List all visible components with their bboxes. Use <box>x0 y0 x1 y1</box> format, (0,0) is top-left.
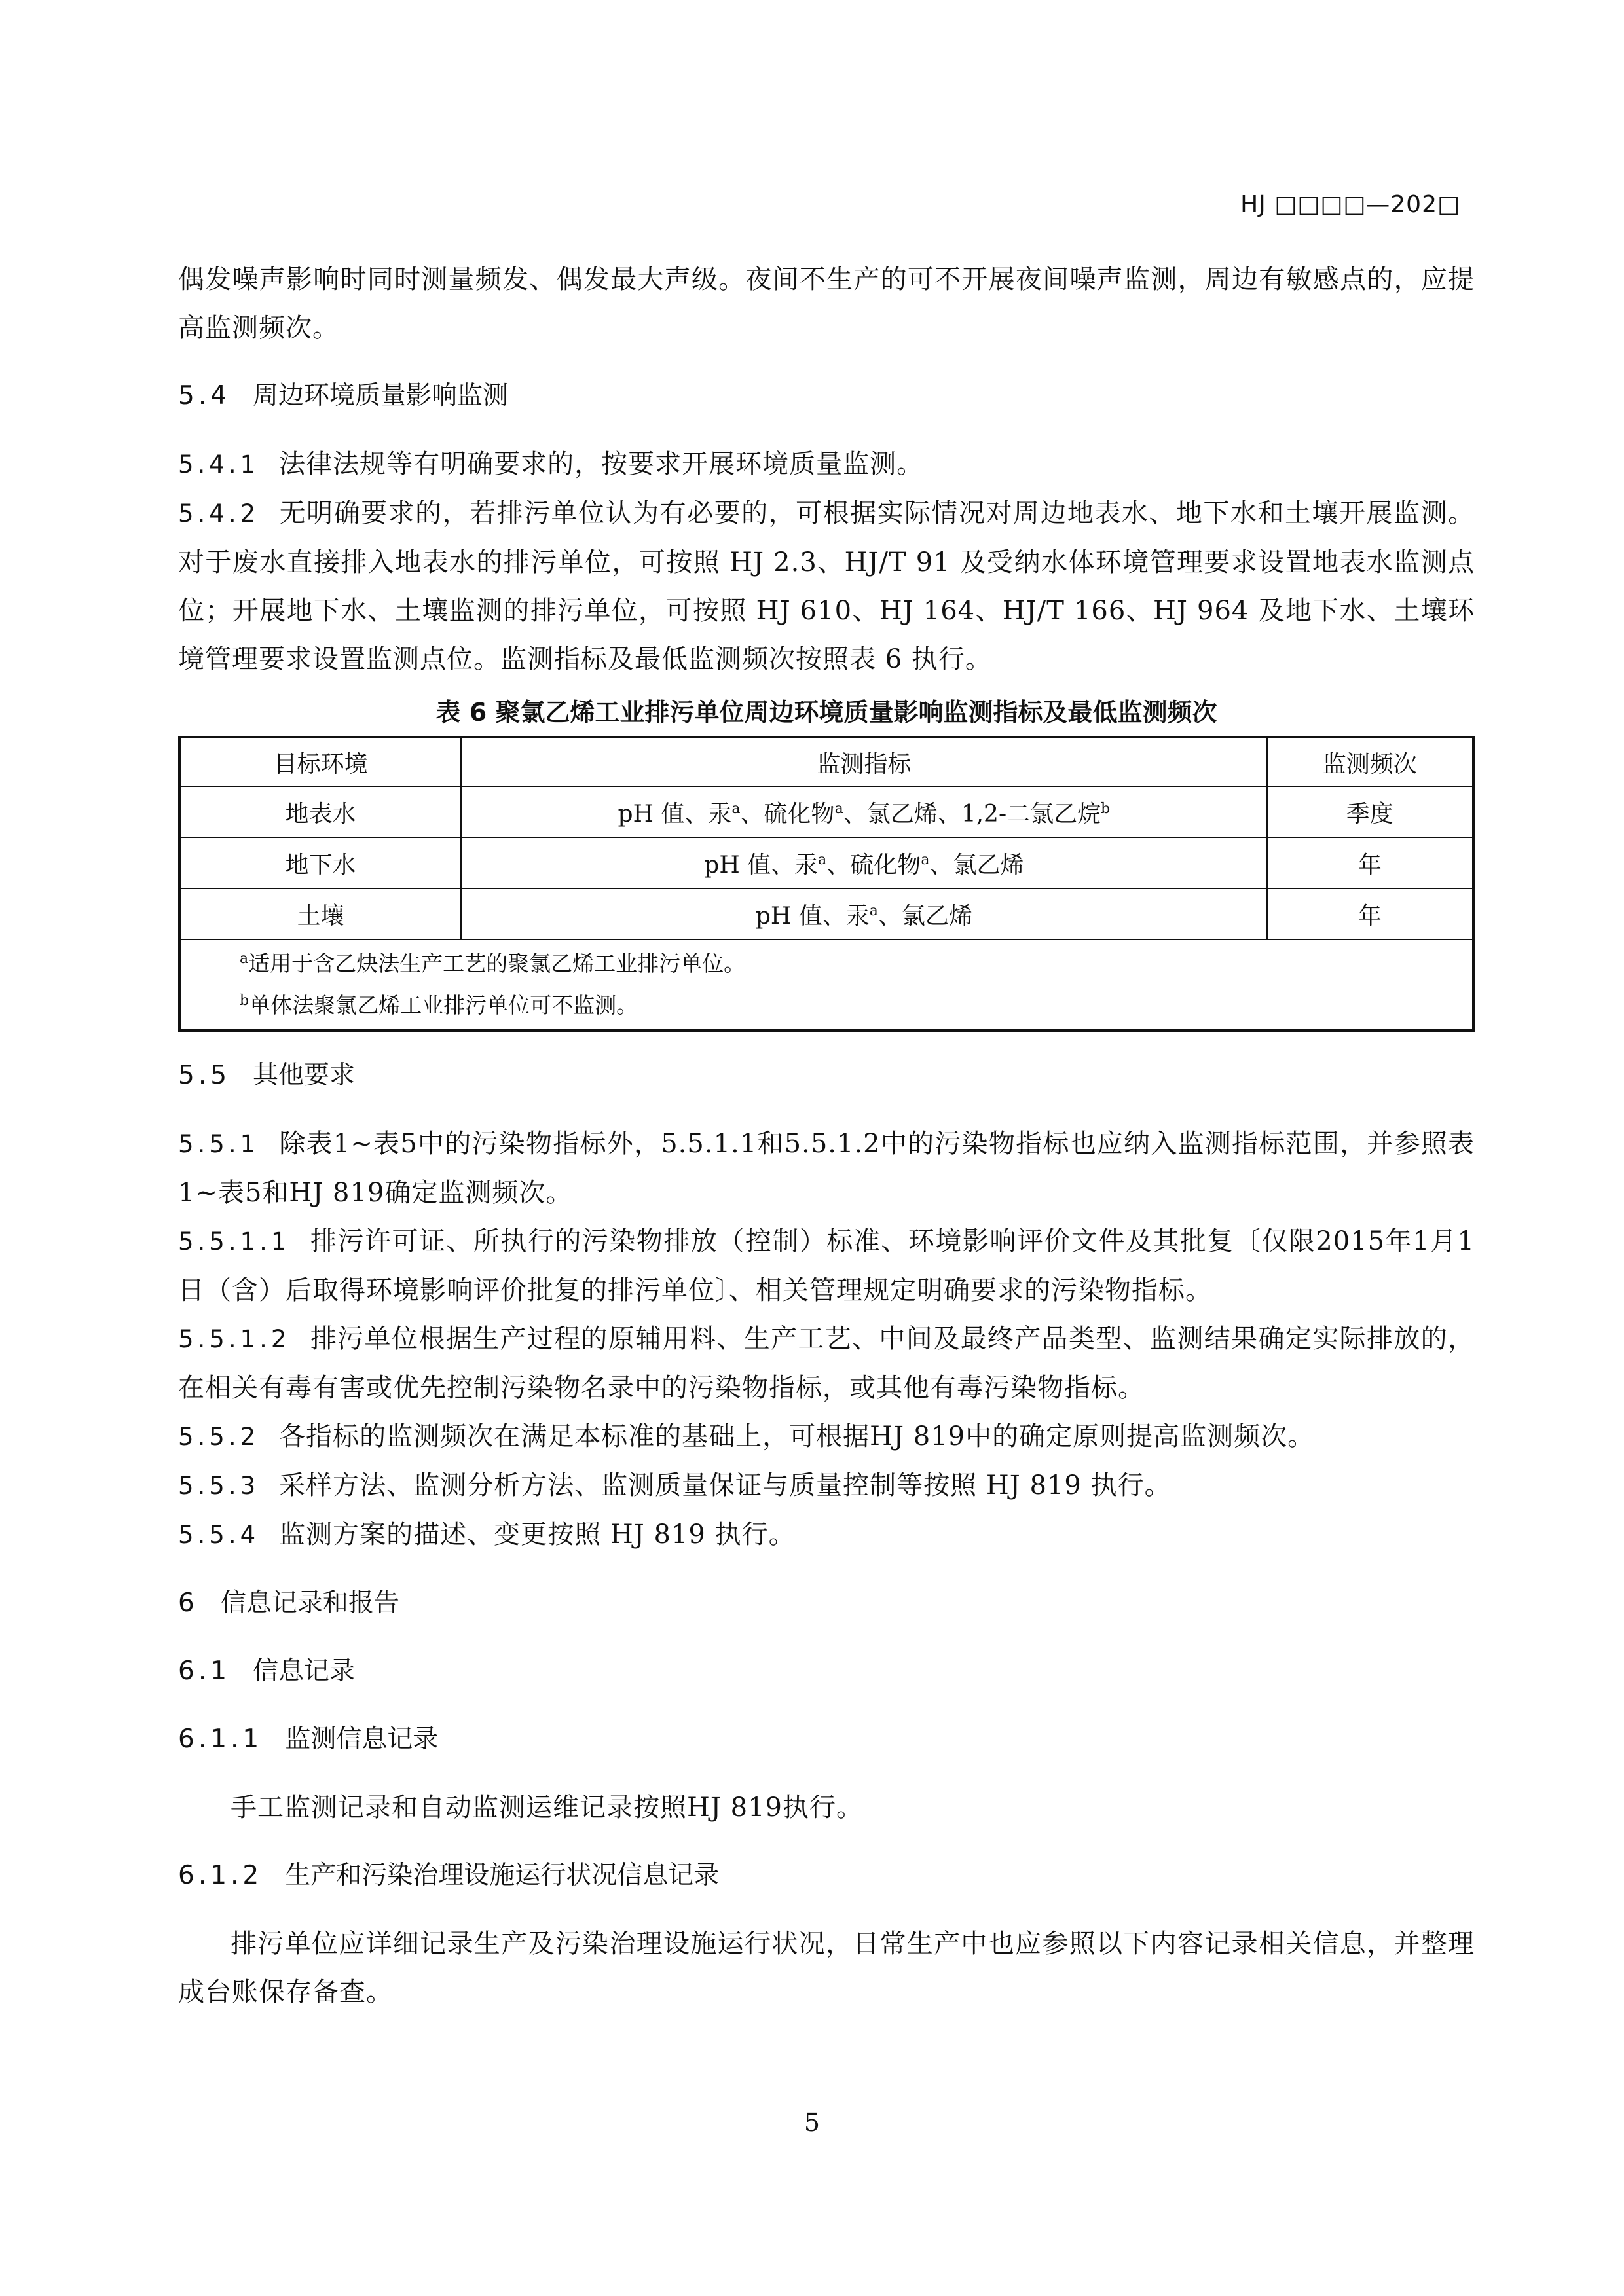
indicator-text: pH 值、汞 <box>618 800 732 828</box>
table-notes <box>179 939 1473 1030</box>
clause-5-5-3 <box>178 1461 1475 1510</box>
clause-5-5-2 <box>178 1412 1475 1461</box>
table-notes-row <box>179 939 1473 1030</box>
heading-6-1-1 <box>178 1715 1475 1764</box>
heading-number: 5.4 <box>178 381 231 410</box>
heading-number: 6.1.2 <box>178 1861 263 1890</box>
clause-text: 法律法规等有明确要求的，按要求开展环境质量监测。 <box>279 449 924 479</box>
cell-indicators <box>461 837 1266 888</box>
heading-text: 生产和污染治理设施运行状况信息记录 <box>285 1861 720 1890</box>
clause-number: 5.5.3 <box>178 1472 260 1500</box>
table-row <box>179 786 1473 837</box>
clause-text: 无明确要求的，若排污单位认为有必要的，可根据实际情况对周边地表水、地下水和土壤开展监测。对于废水直接排入地表水的排污单位，可按照 HJ 2.3、HJ/T 91 及受纳水体环境管理要求设置地表水监测点位；开展地下水、土壤监测的排污单位，可按照 HJ 610、HJ 164、HJ/T 166、HJ 964 及地下水、土壤环境管理要求设置监测点位。监测指标及最低监测频次按照表 6 执行。 <box>178 498 1475 674</box>
clause-text: 各指标的监测频次在满足本标准的基础上，可根据HJ 819中的确定原则提高监测频次。 <box>279 1421 1315 1451</box>
clause-text: 排污单位根据生产过程的原辅用料、生产工艺、中间及最终产品类型、监测结果确定实际排放的，在相关有毒有害或优先控制污染物名录中的污染物指标，或其他有毒污染物指标。 <box>178 1324 1475 1403</box>
clause-number: 5.5.1 <box>178 1130 260 1158</box>
clause-5-4-2 <box>178 489 1475 683</box>
heading-6-1 <box>178 1647 1475 1696</box>
cell-env: 土壤 <box>179 888 461 939</box>
footnote-mark: b <box>240 993 249 1009</box>
clause-5-4-1 <box>178 440 1475 489</box>
paragraph-6-1-1: 手工监测记录和自动监测运维记录按照HJ 819执行。 <box>231 1793 863 1823</box>
note-text: 适用于含乙炔法生产工艺的聚氯乙烯工业排污单位。 <box>248 951 746 976</box>
page-content <box>178 255 1475 2016</box>
table-note <box>240 943 1413 985</box>
clause-5-5-1-1 <box>178 1217 1475 1315</box>
clause-5-5-1-2 <box>178 1315 1475 1412</box>
table-row <box>179 837 1473 888</box>
cell-frequency: 年 <box>1267 837 1473 888</box>
cell-env: 地下水 <box>179 837 461 888</box>
clause-number: 5.5.1.2 <box>178 1325 291 1353</box>
clause-number: 5.4.1 <box>178 450 260 479</box>
heading-number: 6.1.1 <box>178 1724 263 1754</box>
heading-text: 信息记录 <box>253 1656 356 1686</box>
clause-number: 5.5.1.1 <box>178 1228 291 1256</box>
table-6 <box>178 736 1475 1032</box>
clause-text: 除表1~表5中的污染物指标外，5.5.1.1和5.5.1.2中的污染物指标也应纳入监测指标范围，并参照表1~表5和HJ 819确定监测频次。 <box>178 1129 1475 1208</box>
heading-text: 其他要求 <box>253 1061 356 1090</box>
footnote-mark: a <box>818 851 827 868</box>
clause-text: 监测方案的描述、变更按照 HJ 819 执行。 <box>279 1520 796 1550</box>
clause-text: 排污许可证、所执行的污染物排放（控制）标准、环境影响评价文件及其批复〔仅限2015年1月1日（含）后取得环境影响评价批复的排污单位〕、相关管理规定明确要求的污染物指标。 <box>178 1226 1475 1305</box>
indicator-text: 、氯乙烯 <box>877 902 972 930</box>
table-row <box>179 888 1473 939</box>
heading-text: 周边环境质量影响监测 <box>253 381 509 410</box>
indicator-text: 、氯乙烯、1,2-二氯乙烷 <box>843 800 1101 828</box>
table-note <box>240 985 1413 1027</box>
cell-frequency: 年 <box>1267 888 1473 939</box>
footnote-mark: a <box>921 851 930 868</box>
heading-6 <box>178 1579 1475 1628</box>
heading-number: 5.5 <box>178 1061 231 1090</box>
heading-number: 6 <box>178 1588 198 1618</box>
column-header-indicators: 监测指标 <box>461 737 1266 786</box>
footnote-mark: a <box>869 902 878 919</box>
heading-number: 6.1 <box>178 1656 231 1686</box>
table-header-row <box>179 737 1473 786</box>
column-header-frequency: 监测频次 <box>1267 737 1473 786</box>
heading-5-4 <box>178 372 1475 420</box>
clause-number: 5.4.2 <box>178 500 260 528</box>
heading-text: 信息记录和报告 <box>220 1588 399 1618</box>
document-code: HJ □□□□—202□ <box>1240 191 1460 218</box>
indicator-text: pH 值、汞 <box>755 902 870 930</box>
heading-5-5 <box>178 1051 1475 1100</box>
column-header-target-env: 目标环境 <box>179 737 461 786</box>
indicator-text: pH 值、汞 <box>704 851 819 879</box>
indicator-text: 、氯乙烯 <box>929 851 1024 879</box>
heading-6-1-2 <box>178 1851 1475 1900</box>
footnote-mark: b <box>1101 800 1111 817</box>
clause-text: 采样方法、监测分析方法、监测质量保证与质量控制等按照 HJ 819 执行。 <box>279 1470 1172 1501</box>
footnote-mark: a <box>240 951 249 967</box>
footnote-mark: a <box>731 800 741 817</box>
heading-text: 监测信息记录 <box>285 1724 439 1754</box>
note-text: 单体法聚氯乙烯工业排污单位可不监测。 <box>249 993 638 1018</box>
cell-env: 地表水 <box>179 786 461 837</box>
clause-number: 5.5.4 <box>178 1521 260 1549</box>
page-number: 5 <box>803 2108 821 2137</box>
clause-5-5-4 <box>178 1510 1475 1559</box>
indicator-text: 、硫化物 <box>826 851 921 879</box>
cell-frequency: 季度 <box>1267 786 1473 837</box>
indicator-text: 、硫化物 <box>740 800 835 828</box>
clause-number: 5.5.2 <box>178 1423 260 1451</box>
paragraph-intro: 偶发噪声影响时同时测量频发、偶发最大声级。夜间不生产的可不开展夜间噪声监测，周边有敏感点的，应提高监测频次。 <box>178 264 1475 343</box>
cell-indicators <box>461 888 1266 939</box>
footnote-mark: a <box>834 800 843 817</box>
table-6-title: 表 6 聚氯乙烯工业排污单位周边环境质量影响监测指标及最低监测频次 <box>435 698 1217 727</box>
cell-indicators <box>461 786 1266 837</box>
paragraph-6-1-2: 排污单位应详细记录生产及污染治理设施运行状况，日常生产中也应参照以下内容记录相关信息，并整理成台账保存备查。 <box>178 1929 1475 2007</box>
clause-5-5-1 <box>178 1120 1475 1217</box>
